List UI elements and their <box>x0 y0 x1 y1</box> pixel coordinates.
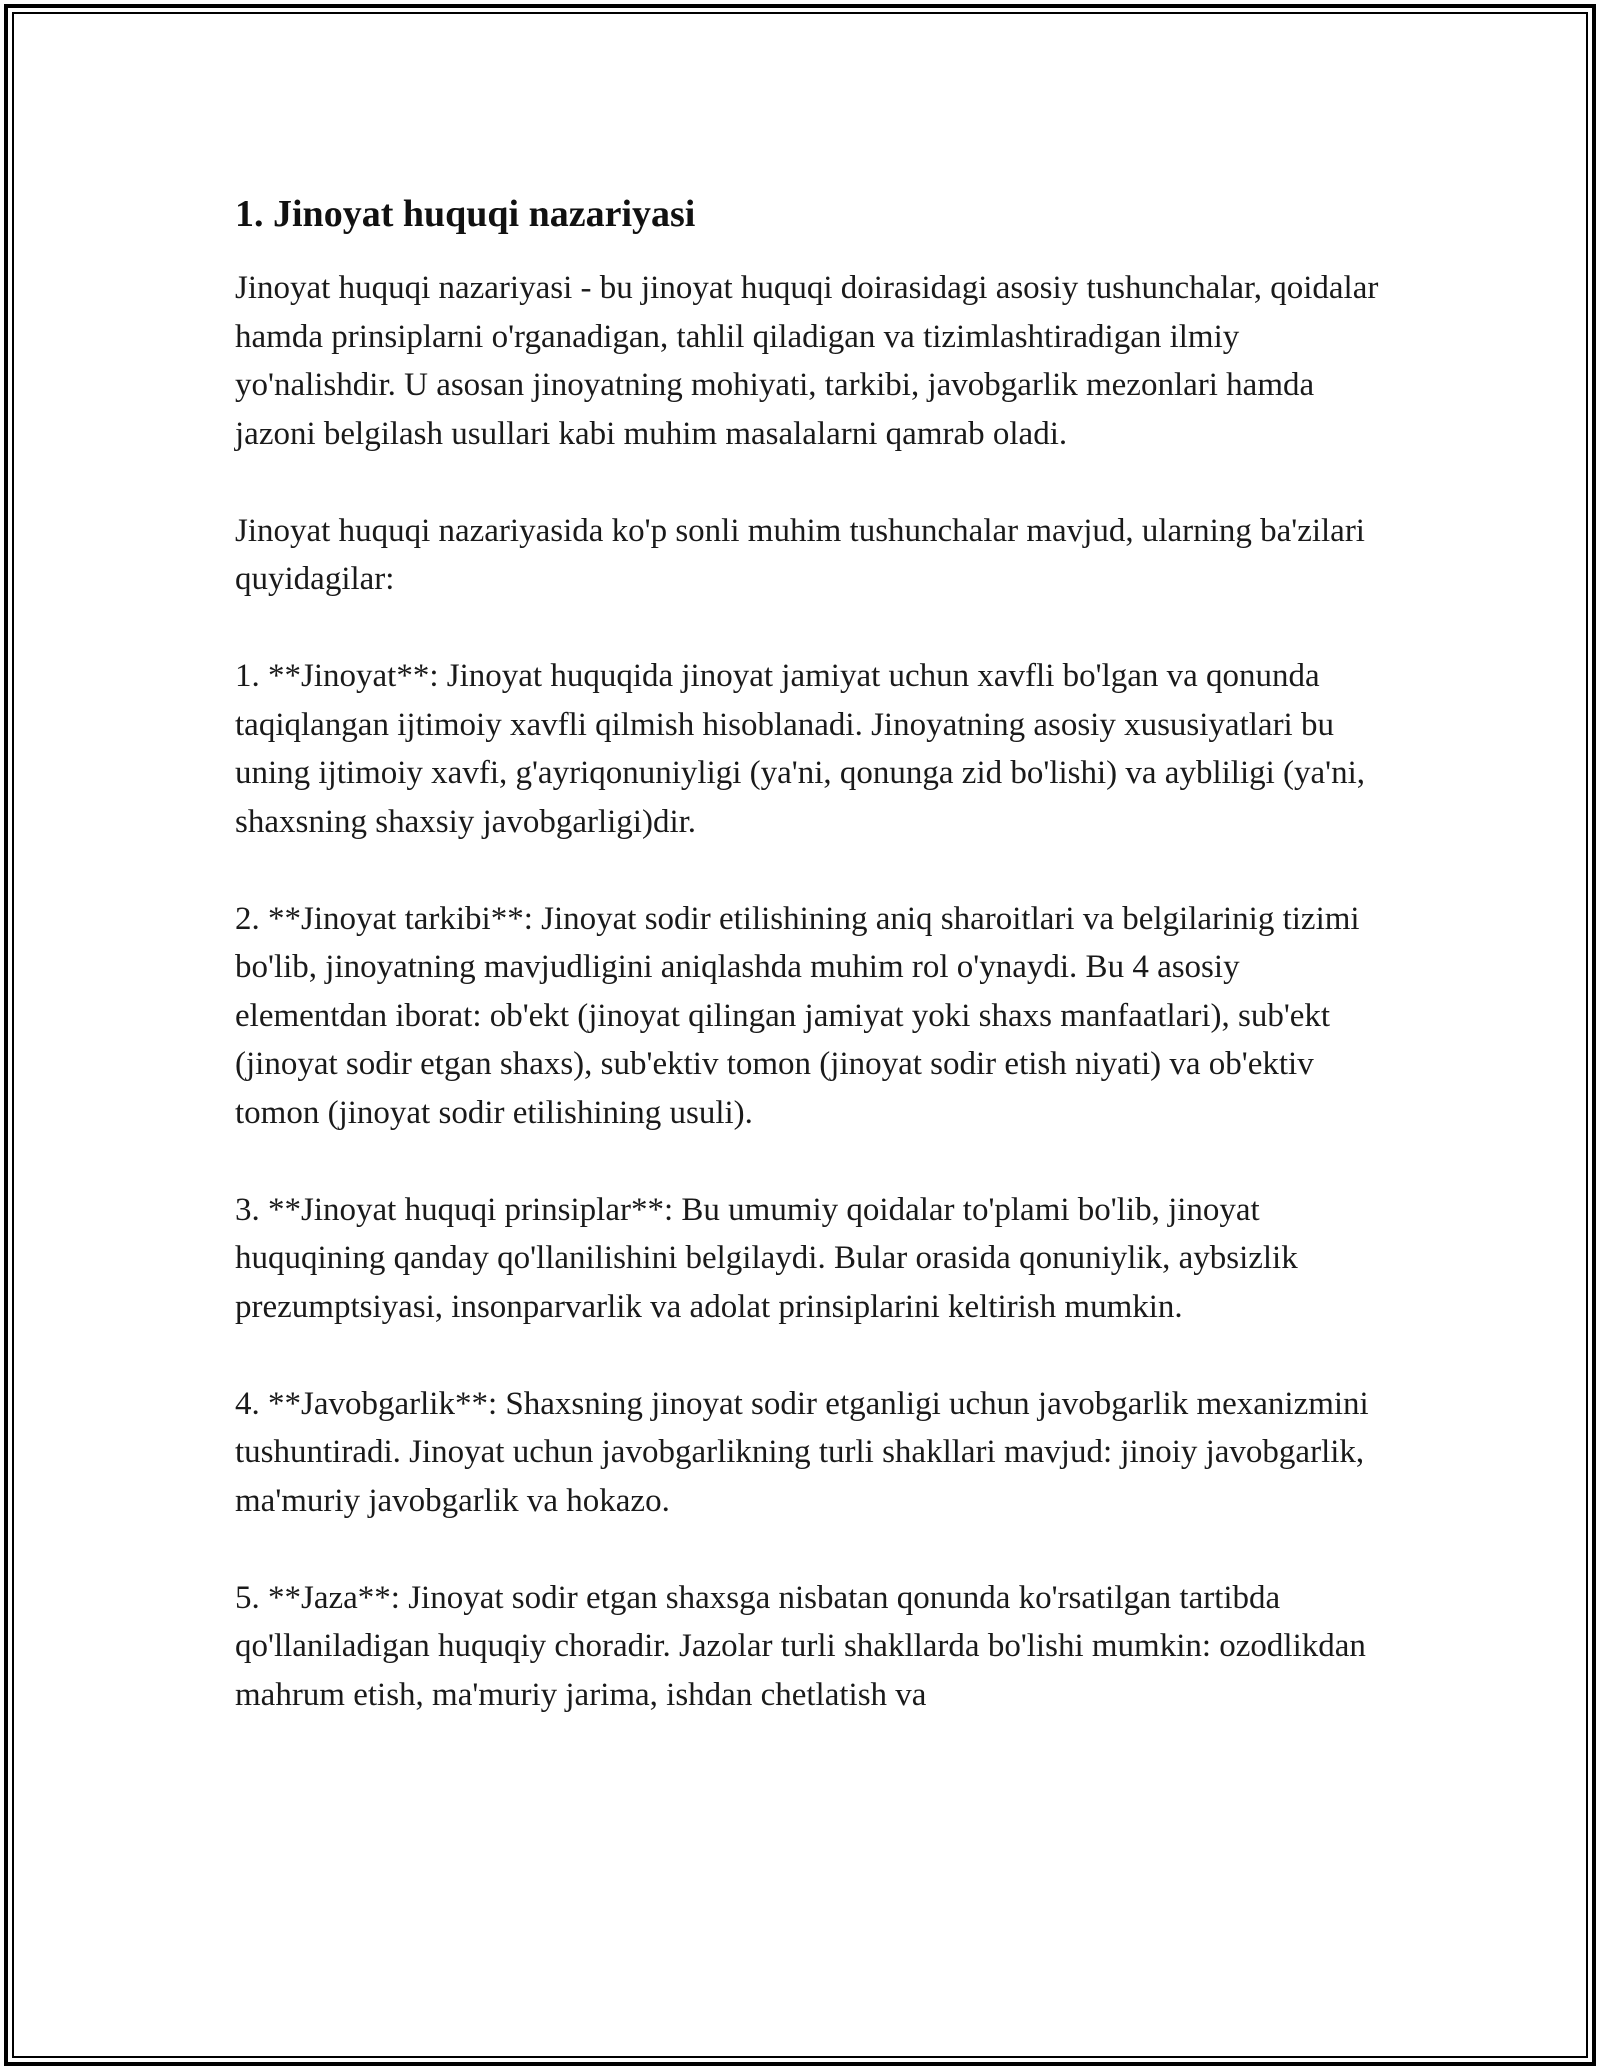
intro-paragraph: Jinoyat huquqi nazariyasi - bu jinoyat huquqi doirasidagi asosiy tushunchalar, qoidalar hamda prinsiplarni o'rganadigan, tahlil qiladigan va tizimlashtiradigan ilmiy yo'nalishdir. U asosan jinoyatning mohiyati, tarkibi, javobgarlik mezonlari hamda jazoni belgilash usullari kabi muhim masalalarni qamrab oladi. <box>235 270 1379 452</box>
list-item-jaza: 5. **Jaza**: Jinoyat sodir etgan shaxsga nisbatan qonunda ko'rsatilgan tartibda qo'llaniladigan huquqiy choradir. Jazolar turli shakllarda bo'lishi mumkin: ozodlikdan mahrum etish, ma'muriy jarima, ishdan chetlatish va <box>235 1579 1366 1713</box>
list-item-jinoyat: 1. **Jinoyat**: Jinoyat huquqida jinoyat jamiyat uchun xavfli bo'lgan va qonunda taqiqlangan ijtimoiy xavfli qilmish hisoblanadi. Jinoyatning asosiy xususiyatlari bu uning ijtimoiy xavfi, g'ayriqonuniyligi (ya'ni, qonunga zid bo'lishi) va aybliligi (ya'ni, shaxsning shaxsiy javobgarligi)dir. <box>235 658 1366 840</box>
document-body <box>235 190 1385 1768</box>
list-item-javobgarlik: 4. **Javobgarlik**: Shaxsning jinoyat sodir etganligi uchun javobgarlik mexanizmini tushuntiradi. Jinoyat uchun javobgarlikning turli shakllari mavjud: jinoiy javobgarlik, ma'muriy javobgarlik va hokazo. <box>235 1385 1369 1519</box>
concepts-lead-paragraph: Jinoyat huquqi nazariyasida ko'p sonli muhim tushunchalar mavjud, ularning ba'zilari quyidagilar: <box>235 512 1365 597</box>
list-item-jinoyat-tarkibi: 2. **Jinoyat tarkibi**: Jinoyat sodir etilishining aniq sharoitlari va belgilarinig tizimi bo'lib, jinoyatning mavjudligini aniqlashda muhim rol o'ynaydi. Bu 4 asosiy elementdan iborat: ob'ekt (jinoyat qilingan jamiyat yoki shaxs manfaatlari), sub'ekt (jinoyat sodir etgan shaxs), sub'ektiv tomon (jinoyat sodir etish niyati) va ob'ektiv tomon (jinoyat sodir etilishining usuli). <box>235 900 1360 1131</box>
list-item-prinsiplar: 3. **Jinoyat huquqi prinsiplar**: Bu umumiy qoidalar to'plami bo'lib, jinoyat huquqining qanday qo'llanilishini belgilaydi. Bular orasida qonuniylik, aybsizlik prezumptsiyasi, insonparvarlik va adolat prinsiplarini keltirish mumkin. <box>235 1191 1298 1325</box>
page-title: 1. Jinoyat huquqi nazariyasi <box>235 193 696 235</box>
